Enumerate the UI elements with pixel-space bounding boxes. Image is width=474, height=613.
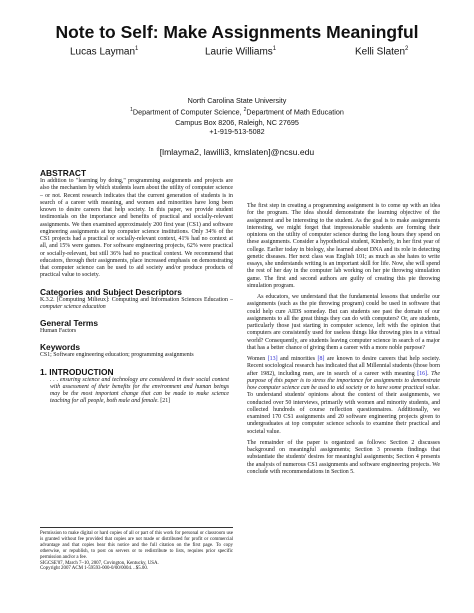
author-1-name: Lucas Layman (70, 46, 136, 58)
abstract-text: In addition to "learning by doing," programming assignments and projects are also the mechanism by which students learn about the utility of computer science – or not. Recent research indicates that the current generation of students is in search of a career with meaning, and women and minorities have long been known to desire careers that help society. In this paper, we provide student testimonials on the importance and benefits of practical and socially-relevant assignments. We then examined approximately 200 first year (CS1) and software engineering assignments at top computer science institutions. Only 34% of the CS1 projects had a practical or socially-relevant context, 41% had no context at all, and 15% were games. For software engineering projects, 62% were practical or socially-relevant, but still 36% had no practical context. We recommend that educators, through their assignments, place increased emphasis on demonstrating that computer science can be used to aid society and/or produce products of practical value to society. (40, 178, 233, 279)
intro-paragraph-3 (247, 356, 440, 436)
categories-heading: Categories and Subject Descriptors (40, 286, 182, 297)
dept1-sup: 1 (130, 107, 133, 113)
author-emails: [lmlayma2, lawilli3, kmslaten]@ncsu.edu (159, 147, 315, 157)
dept2-sup: 2 (243, 107, 247, 113)
affiliation-phone: +1-919-513-5082 (209, 127, 265, 136)
intro-paragraph-4: The remainder of the paper is organized as follows: Section 2 discusses background on meaningful assignments; Section 3 presents findings that substantiate the students' desires for meaningful assignments; Section 4 presents the analysis of numerous CS1 assignments and software engineering projects. We conclude with recommendations in Section 5. (247, 439, 440, 475)
intro-paragraph-1: The first step in creating a programming assignment is to come up with an idea for the program. The idea should demonstrate the learning objective of the assignment and be interesting to the student. As the goal is to make assignments interesting, we might forget that impressionable students are forming their opinions on the utility of computer science during the long hours they spend on these assignments. Consider a hypothetical student, Kimberly, in her first year of college. Earlier today in biology, she learned about DNA and its role in detecting genetic diseases. Her next class was English 101; as much as she hates to write essays, she understands writing is an important skill for life. Now, she will spend the rest of her day in the computer lab working on her pie throwing simulation game. The first and second authors are guilty of creating this pie throwing simulation program. (247, 203, 440, 289)
affiliation-departments (0, 106, 474, 117)
dept2: Department of Math Education (246, 107, 344, 117)
categories-italic: computer science education (40, 303, 106, 310)
introduction-heading: 1. INTRODUCTION (40, 366, 114, 377)
quote-ref: [21] (160, 398, 171, 405)
permission-notice (40, 527, 233, 572)
right-column (247, 203, 440, 476)
author-1-sup: 1 (135, 46, 139, 52)
paper-title: Note to Self: Make Assignments Meaningful (55, 22, 419, 42)
quote-text: . . . ensuring science and technology are considered in their social context with assessment of their benefits for the environment and human beings may be the most important change that can be made to make science teaching for all people, both male and female. (50, 376, 229, 405)
author-3-sup: 2 (405, 46, 409, 52)
permission-copyright: Copyright 2007 ACM 1-59593-000-0/00/0004…$5.00. (40, 566, 149, 572)
citation-8-link[interactable]: [8] (317, 356, 325, 362)
p3-b: and minorities (277, 356, 318, 362)
citation-16-link[interactable]: [16] (417, 370, 428, 377)
general-terms-heading: General Terms (40, 318, 99, 328)
author-1 (70, 46, 138, 57)
affiliation-university: North Carolina State University (187, 96, 287, 105)
intro-paragraph-2: As educators, we understand that the fundamental lessons that underlie our assignments (such as the pie throwing program) could be used in software that could help cure AIDS someday. But can students see past the domain of our assignments to all the great things they can do with computers? Or, are students, particularly those just starting in computer science, left with the opinion that computers are consistently used for useless things like throwing pies in a virtual world? Consequently, are students leaving computer science in search of a major that has a better chance of giving them a career with a more noble purpose? (247, 294, 440, 351)
citation-13-link[interactable]: [13] (267, 356, 278, 362)
introduction-quote (40, 377, 233, 406)
author-2-name: Laurie Williams (205, 46, 273, 58)
author-3 (355, 46, 408, 57)
keywords-heading: Keywords (40, 342, 81, 353)
general-terms-text: Human Factors (40, 328, 77, 334)
p3-c: are known to desire careers that help society. Recent sociological research has indicated that all Millennial students (those born after 1982), including men, are in search of a career with meaning (247, 356, 440, 377)
affiliation-address: Campus Box 8206, Raleigh, NC 27695 (175, 118, 299, 127)
permission-text: Permission to make digital or hard copies of all or part of this work for personal or classroom use is granted without fee provided that copies are not made or distributed for profit or commercial advantage and that copies bear this notice and the full citation on the first page. To copy otherwise, or republish, to post on servers or to redistribute to lists, requires prior specific permission and/or a fee. (40, 531, 233, 560)
dept1: Department of Computer Science, (132, 107, 242, 117)
categories-text (40, 297, 233, 312)
categories-body: K.3.2. [Computing Milieux]: Computing and Information Sciences Education – (40, 296, 233, 303)
left-column (40, 168, 233, 406)
abstract-heading: ABSTRACT (40, 168, 87, 178)
author-2 (205, 46, 276, 57)
author-3-name: Kelli Slaten (355, 46, 406, 58)
purpose-statement: The purpose of this paper is to stress the importance for assignments to demonstrate how computer science can be used to aid society or to have some practical value. (247, 370, 440, 391)
permission-venue: SIGCSE'07, March 7–10, 2007, Covington, Kentucky, USA. (40, 560, 159, 566)
p3-d: . (427, 370, 432, 377)
p3-e: To understand students' opinions about the context of their assignments, we conducted over 50 interviews, primarily with women and minority students, and collected hundreds of course reflection questionnaires. Additionally, we examined 170 CS1 assignments and 20 software engineering projects given to undergraduates at top computer science schools to examine their practical and societal value. (247, 392, 440, 435)
author-2-sup: 1 (272, 46, 277, 52)
author-list (0, 46, 474, 60)
keywords-text: CS1; Software engineering education; programming assignments (40, 352, 194, 359)
p3-a: Women (247, 356, 268, 362)
